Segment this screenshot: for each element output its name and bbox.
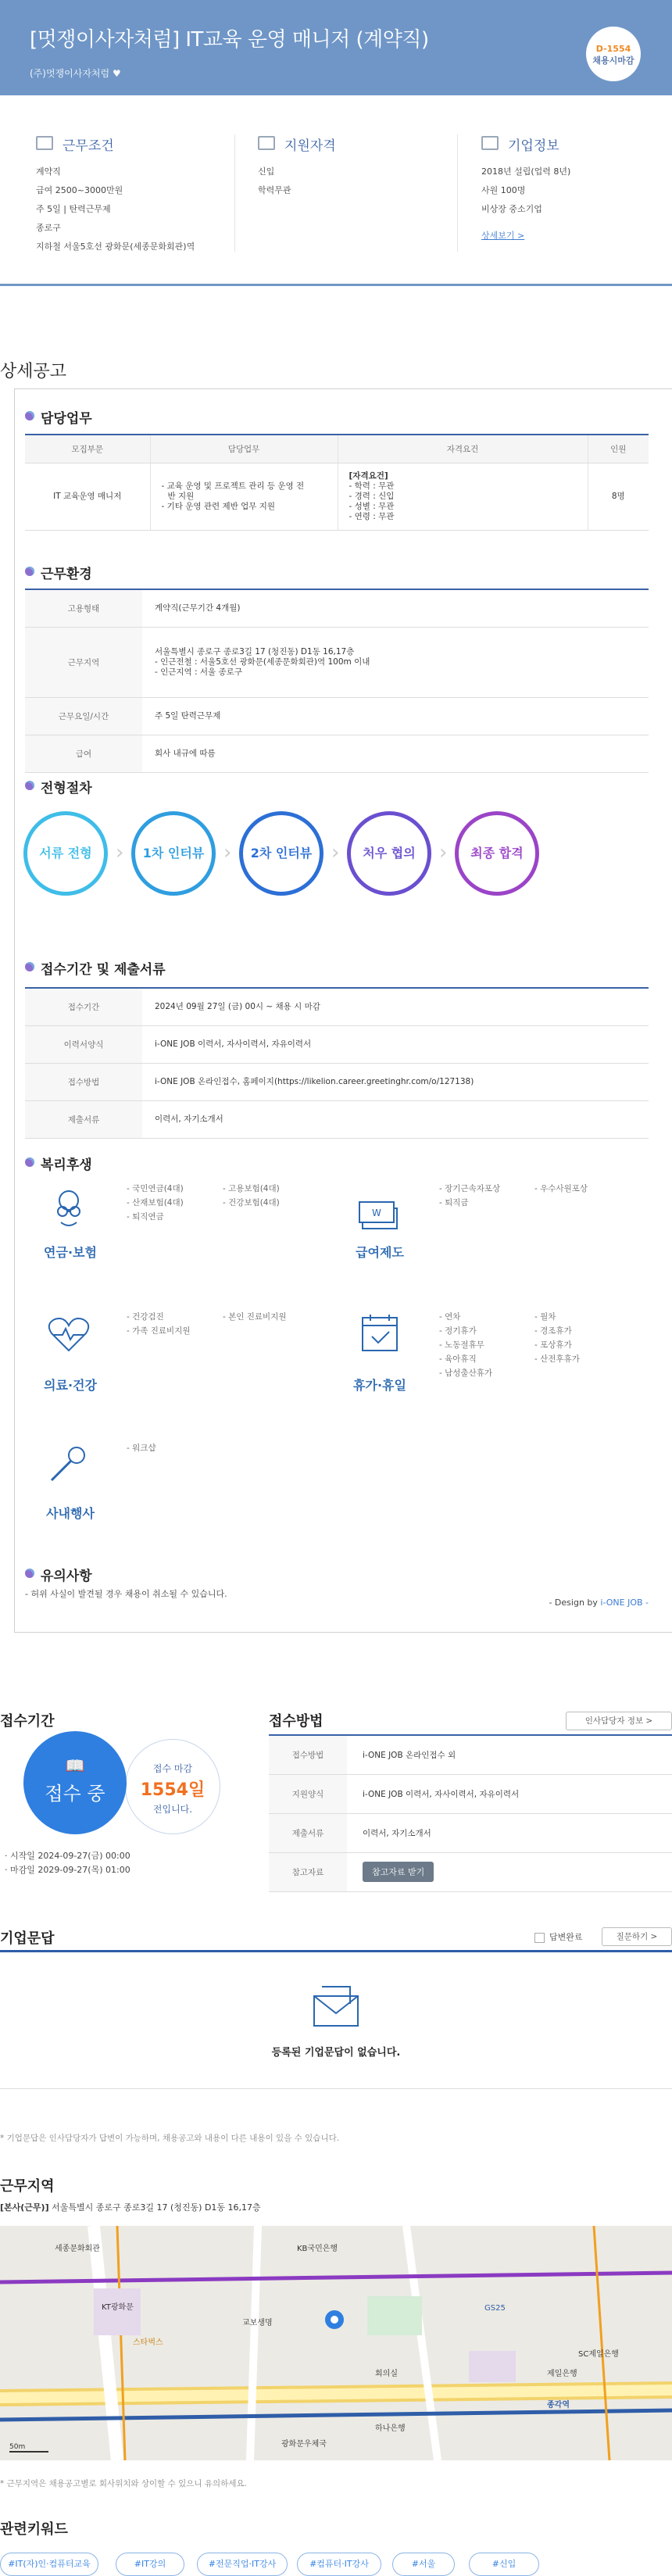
divider (457, 134, 458, 252)
process-step: 서류 전형 (23, 811, 108, 896)
table-key: 근무지역 (25, 627, 142, 697)
table-key: 이력서양식 (25, 1025, 142, 1063)
keyword-tag[interactable]: #컴퓨터·IT강사 (297, 2553, 381, 2576)
table-header: 담당업무 (150, 435, 338, 463)
receipt-table (25, 987, 649, 1139)
table-cell: 주 5일 탄력근무제 (142, 697, 649, 735)
summary-section (0, 95, 672, 286)
table-row (269, 1735, 672, 1774)
table-row (25, 1063, 649, 1100)
benefit-name: 사내행사 (46, 1506, 95, 1521)
benefit-list: - 고용보험(4대) - 건강보험(4대) (223, 1182, 280, 1210)
table-cell[interactable]: i-ONE JOB 온라인접수, 홈페이지(https://likelion.career.greetinghr.com/o/127138) (142, 1063, 649, 1100)
process-step: 최종 합격 (455, 811, 539, 896)
process-step: 처우 협의 (347, 811, 431, 896)
map-label: 하나은행 (375, 2424, 406, 2433)
summary-item: 급여 2500~3000만원 (36, 185, 123, 195)
summary-item: 비상장 중소기업 (481, 204, 542, 214)
keyword-tag[interactable]: #신입 (469, 2553, 539, 2576)
benefit-name: 급여제도 (356, 1245, 404, 1260)
work-conditions-title: 근무조건 (63, 138, 114, 154)
table-header: 인원 (588, 435, 649, 463)
map-scale: 50m (9, 2443, 48, 2453)
table-cell: [자격요건] - 학력 : 무관 - 경력 : 신입 - 성별 : 무관 - 연령 : 무관 (338, 463, 588, 530)
benefit-list: - 워크샵 (127, 1441, 156, 1455)
design-credit: - Design by i-ONE JOB - (549, 1597, 649, 1608)
table-cell: 서울특별시 종로구 종로3길 17 (청진동) D1동 16,17층 - 인근전철 : 서울5호선 광화문(세종문화회관)역 100m 이내 - 인근지역 : 서울 종로구 (142, 627, 649, 697)
process-step: 2차 인터뷰 (239, 811, 323, 896)
location-address: [본사(근무)] 서울특별시 종로구 종로3길 17 (청진동) D1동 16,17층 (0, 2202, 261, 2213)
table-row (25, 627, 649, 697)
job-title: [멋쟁이사자처럼] IT교육 운영 매니저 (계약직) (30, 28, 429, 52)
chevron-right-icon: › (223, 841, 232, 864)
checkbox[interactable] (534, 1933, 545, 1943)
process-title: 전형절차 (25, 777, 92, 796)
table-key: 제출서류 (25, 1100, 142, 1138)
summary-item: 종로구 (36, 223, 61, 233)
table-row (269, 1774, 672, 1813)
table-row (269, 1813, 672, 1852)
map-label: KT광화문 (102, 2303, 134, 2312)
building-icon (36, 136, 53, 150)
apply-dates: · 시작일 2024-09-27(금) 00:00 · 마감일 2029-09-27(목) 01:00 (5, 1851, 130, 1875)
heart-icon[interactable]: ♥ (112, 68, 121, 79)
table-row (25, 589, 649, 627)
benefit-name: 연금·보험 (44, 1245, 97, 1260)
table-key: 참고자료 (269, 1852, 347, 1891)
receipt-title: 접수기간 및 제출서류 (25, 958, 166, 978)
keyword-tag[interactable]: #IT(자)인·컴퓨터교육 (0, 2553, 98, 2576)
summary-item: 사원 100명 (481, 185, 526, 195)
qualifications-title: 지원자격 (284, 138, 336, 154)
company-info (481, 134, 661, 245)
contact-info-button[interactable]: 인사담당자 정보 > (566, 1712, 672, 1730)
map-label: 광화문우체국 (281, 2440, 327, 2449)
chevron-right-icon: › (331, 841, 340, 864)
work-conditions (36, 134, 216, 256)
job-header (0, 0, 672, 95)
company-name[interactable]: (주)멋쟁이사자처럼 ♥ (30, 68, 121, 79)
table-row (25, 463, 649, 530)
notice-title: 유의사항 (25, 1565, 92, 1584)
table-row (25, 1025, 649, 1063)
table-key: 접수방법 (269, 1735, 347, 1774)
benefit-list: - 건강검진 - 가족 진료비지원 (127, 1310, 190, 1338)
benefit-list: - 우수사원포상 (534, 1182, 588, 1196)
table-key: 급여 (25, 735, 142, 772)
qa-empty-text: 등록된 기업문답이 없습니다. (271, 2047, 401, 2059)
qualifications (258, 134, 438, 200)
chevron-right-icon: › (439, 841, 448, 864)
table-header: 자격요건 (338, 435, 588, 463)
map-label: 회의실 (375, 2370, 398, 2378)
table-header: 모집부문 (25, 435, 150, 463)
duties-title: 담당업무 (25, 407, 92, 427)
detail-title: 상세공고 (0, 362, 67, 381)
deadline-circle: 접수 마감 1554일 전입니다. (125, 1739, 220, 1834)
microphone-icon (45, 1444, 92, 1485)
heart-pulse-icon (45, 1315, 92, 1355)
table-cell: i-ONE JOB 이력서, 자사이력서, 자유이력서 (142, 1025, 649, 1063)
qa-title: 기업문답 (0, 1930, 55, 1947)
keyword-tag[interactable]: #서울 (392, 2553, 455, 2576)
table-cell: 2024년 09월 27일 (금) 00시 ~ 채용 시 마감 (142, 988, 649, 1025)
calendar-check-icon (356, 1313, 403, 1354)
table-cell: - 교육 운영 및 프로젝트 관리 등 운영 전 반 지원 - 기타 운영 관련 제반 업무 지원 (150, 463, 338, 530)
envelope-icon (313, 1985, 359, 2029)
answered-filter[interactable]: 답변완료 (534, 1930, 583, 1943)
map-label: GS25 (484, 2304, 506, 2313)
chevron-right-icon: › (116, 841, 124, 864)
benefits-title: 복리후생 (25, 1154, 92, 1173)
location-map[interactable] (0, 2226, 672, 2460)
map-label: 교보생명 (242, 2319, 273, 2327)
glasses-icon (45, 1188, 92, 1229)
table-cell: i-ONE JOB 이력서, 자사이력서, 자유이력서 (347, 1774, 672, 1813)
company-detail-link[interactable]: 상세보기 > (481, 231, 525, 241)
map-label: 제일은행 (547, 2370, 577, 2378)
notice-text: - 허위 사실이 발견될 경우 채용이 취소될 수 있습니다. (25, 1589, 227, 1599)
process-step: 1차 인터뷰 (131, 811, 216, 896)
company-info-title: 기업정보 (508, 138, 559, 154)
table-key: 접수기간 (25, 988, 142, 1025)
table-row (25, 697, 649, 735)
table-cell: IT 교육운영 매니저 (25, 463, 150, 530)
benefit-list: - 국민연금(4대) - 산재보험(4대) - 퇴직연금 (127, 1182, 184, 1224)
qa-empty-box (0, 1950, 672, 2089)
table-key: 근무요일/시간 (25, 697, 142, 735)
table-row (269, 1852, 672, 1891)
ask-question-button[interactable]: 질문하기 > (602, 1927, 672, 1946)
table-cell: 8명 (588, 463, 649, 530)
benefit-name: 휴가·휴일 (353, 1378, 406, 1393)
summary-item: 2018년 설립(업력 8년) (481, 166, 571, 177)
table-cell: 회사 내규에 따름 (142, 735, 649, 772)
table-cell (347, 1852, 672, 1891)
map-label: 스타벅스 (133, 2338, 163, 2347)
divider (234, 134, 235, 252)
benefit-list: - 연차 - 정기휴가 - 노동절휴무 - 육아휴직 - 남성출산휴가 (439, 1310, 492, 1380)
table-key: 지원양식 (269, 1774, 347, 1813)
table-cell: 이력서, 자기소개서 (142, 1100, 649, 1138)
map-label: KB국민은행 (297, 2245, 338, 2253)
duties-table (25, 434, 649, 531)
company-icon (481, 136, 499, 150)
map-label: 종각역 (547, 2401, 570, 2410)
summary-item: 지하철 서울5호선 광화문(세종문화회관)역 (36, 242, 195, 252)
document-icon (258, 136, 275, 150)
keywords-title: 관련키워드 (0, 2521, 68, 2538)
apply-method-title: 접수방법 (269, 1713, 323, 1730)
keyword-tag[interactable]: #IT강의 (116, 2553, 184, 2576)
table-row (25, 988, 649, 1025)
status-circle: 📖 접수 중 (23, 1731, 127, 1834)
book-icon: 📖 (65, 1756, 85, 1775)
table-cell: i-ONE JOB 온라인접수 외 (347, 1735, 672, 1774)
summary-item: 학력무관 (258, 185, 291, 195)
map-roads (0, 2226, 672, 2460)
qa-note: * 기업문답은 인사담당자가 답변이 가능하며, 채용공고와 내용이 다른 내용이 있을 수 있습니다. (0, 2134, 340, 2143)
benefit-list: - 본인 진료비지원 (223, 1310, 286, 1324)
table-cell: 계약직(근무기간 4개월) (142, 589, 649, 627)
table-row (25, 1100, 649, 1138)
table-key: 고용형태 (25, 589, 142, 627)
summary-item: 신입 (258, 166, 275, 177)
money-icon (356, 1194, 403, 1235)
summary-item: 주 5일 | 탄력근무제 (36, 204, 111, 214)
benefit-list: - 장기근속자포상 - 퇴직금 (439, 1182, 500, 1210)
location-note: * 근무지역은 채용공고별로 회사위치와 상이할 수 있으니 유의하세요. (0, 2479, 247, 2488)
map-label: SC제일은행 (578, 2350, 619, 2359)
table-cell: 이력서, 자기소개서 (347, 1813, 672, 1852)
summary-item: 계약직 (36, 166, 61, 177)
apply-period-title: 접수기간 (0, 1713, 55, 1730)
svg-text:W: W (372, 1208, 381, 1218)
env-table (25, 589, 649, 773)
download-reference-button[interactable]: 참고자료 받기 (363, 1862, 434, 1882)
table-key: 제출서류 (269, 1813, 347, 1852)
benefit-name: 의료·건강 (44, 1378, 97, 1393)
keyword-tag[interactable]: #전문직업·IT강사 (197, 2553, 288, 2576)
apply-method-table (269, 1734, 672, 1892)
table-row (25, 735, 649, 772)
table-key: 접수방법 (25, 1063, 142, 1100)
map-label: 세종문화회관 (55, 2245, 100, 2253)
env-title: 근무환경 (25, 563, 92, 582)
dday-badge: D-1554 채용시마감 (586, 27, 641, 81)
location-title: 근무지역 (0, 2178, 55, 2195)
benefit-list: - 월차 - 경조휴가 - 포상휴가 - 산전후휴가 (534, 1310, 580, 1366)
